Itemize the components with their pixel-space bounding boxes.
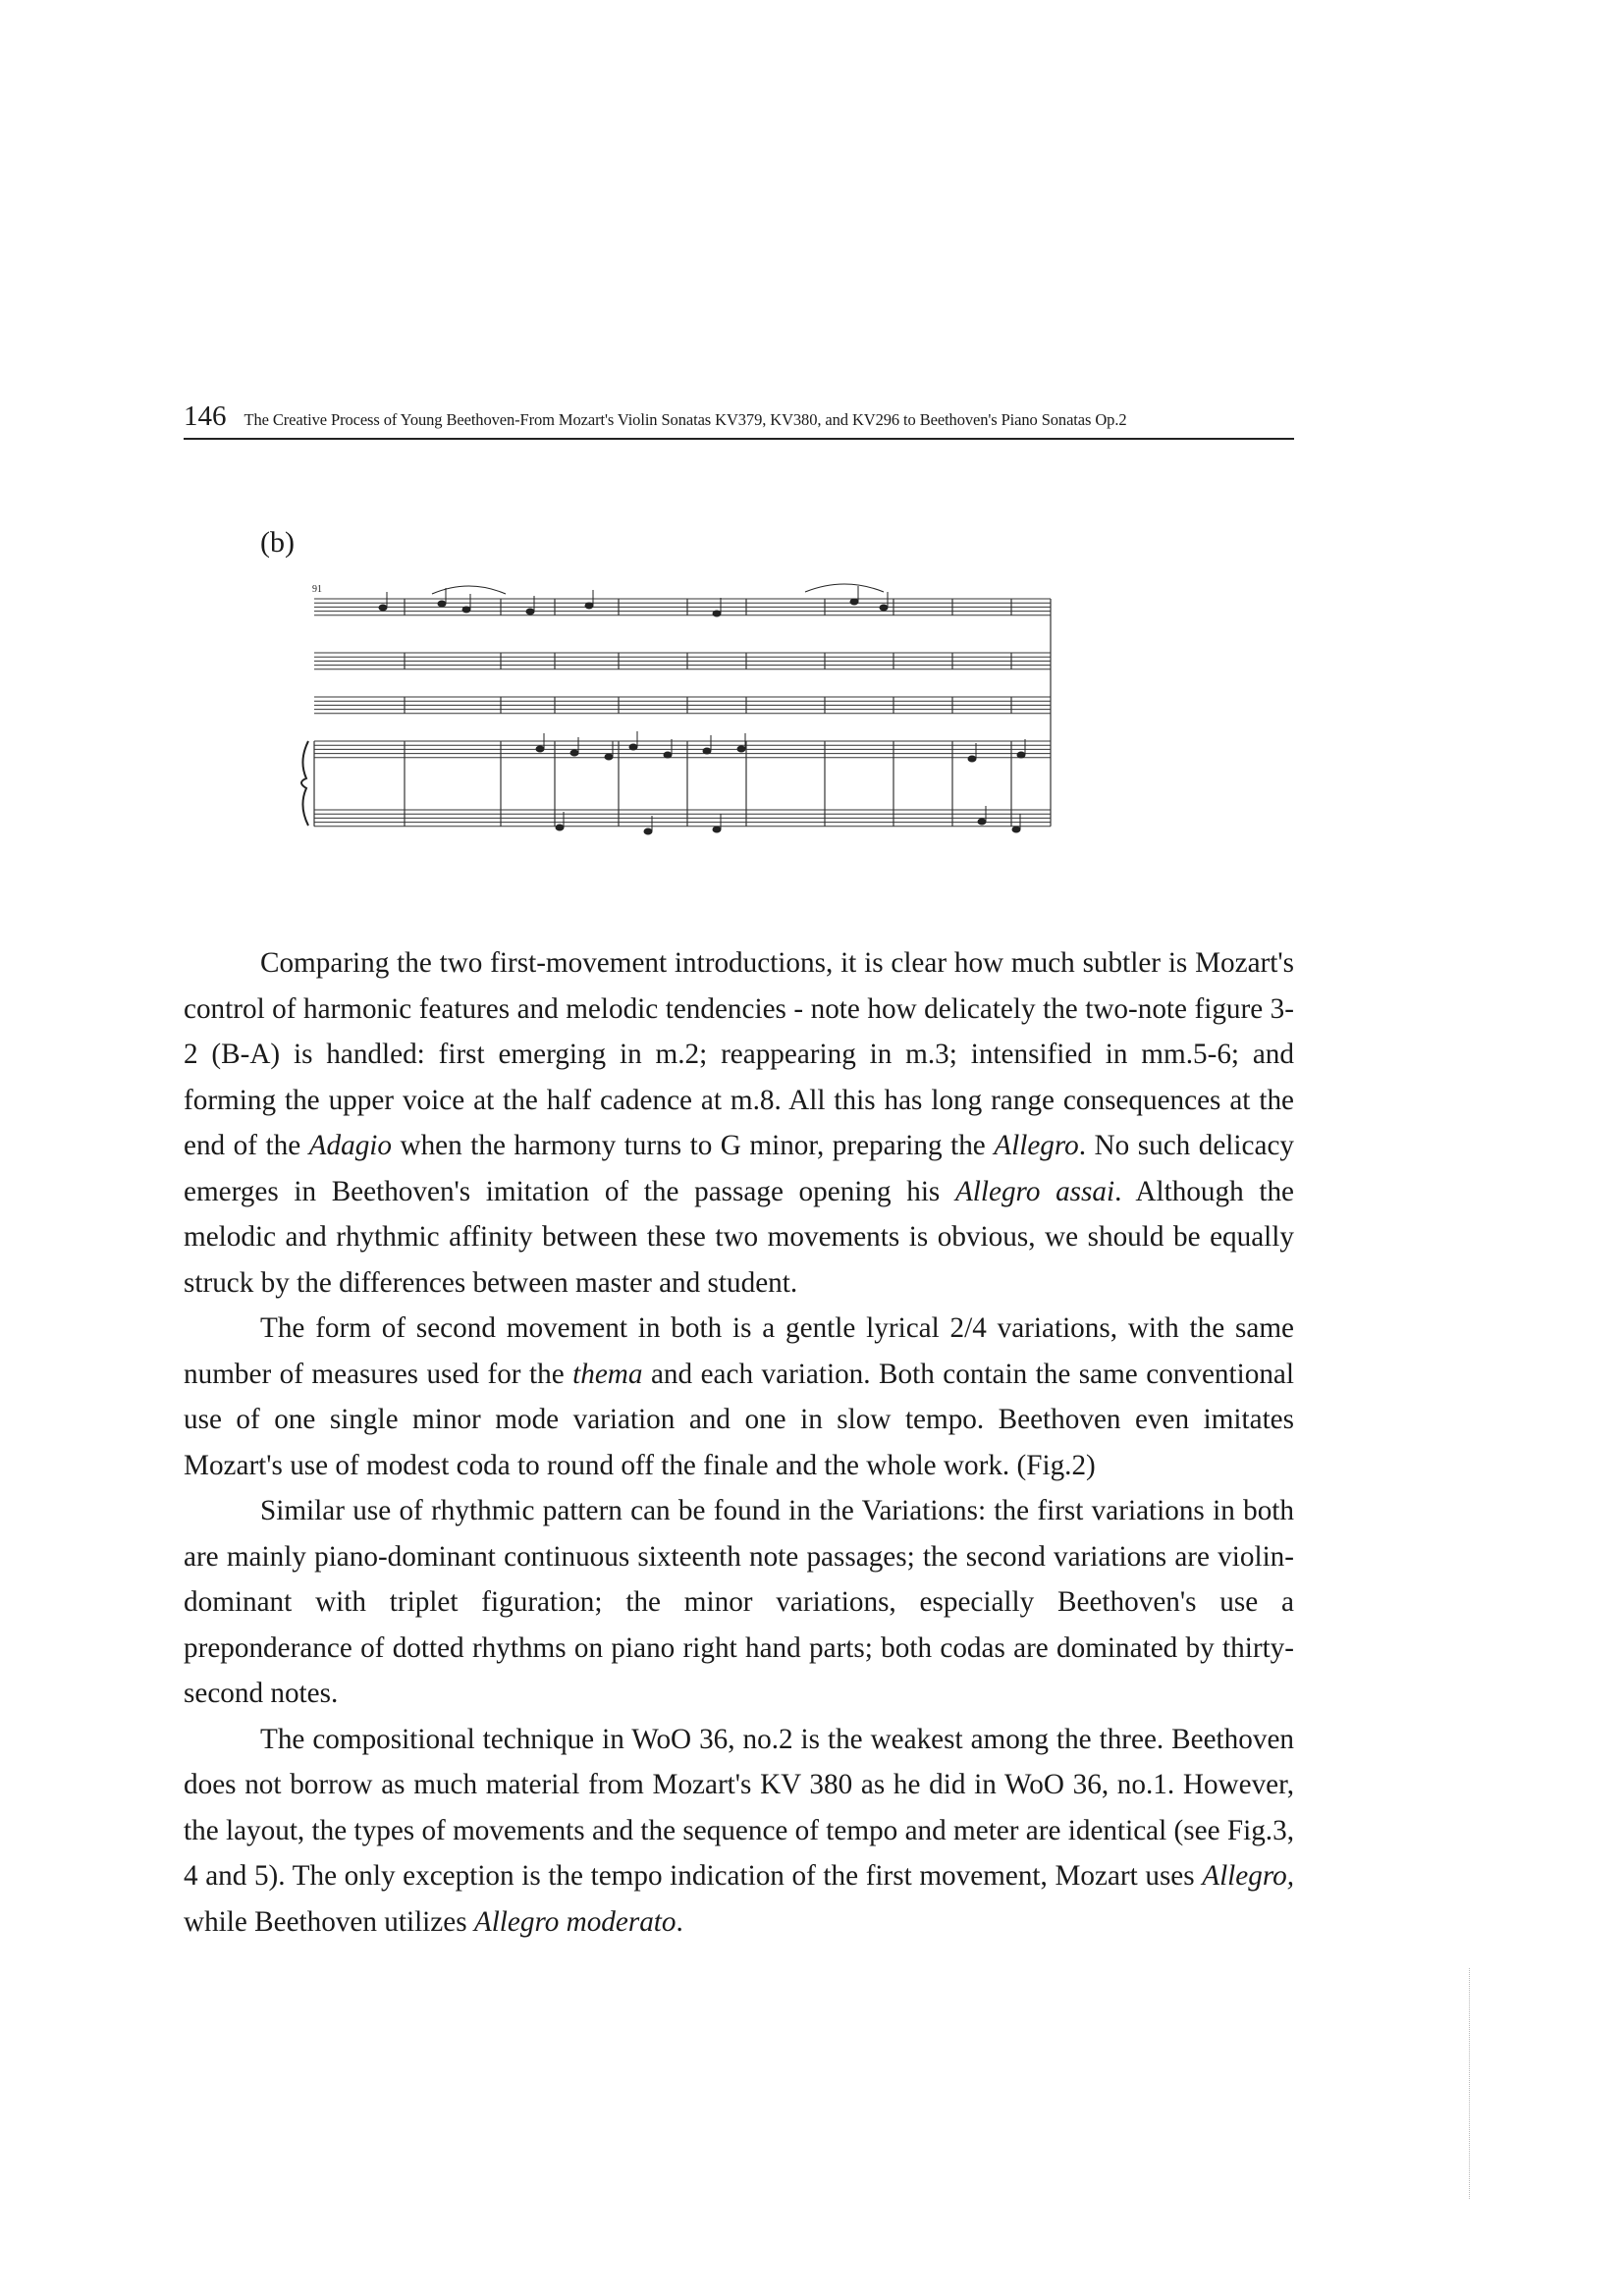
note-head xyxy=(850,599,858,605)
note-head xyxy=(737,746,745,752)
body-text xyxy=(184,940,1294,1945)
text-run: The form of second movement in both is a gentle lyrical 2/4 variations, with the same number of measures used for the xyxy=(184,1312,1294,1390)
note-head xyxy=(629,744,637,750)
italic-term: Allegro, xyxy=(1202,1860,1294,1892)
slur xyxy=(805,584,884,592)
running-title: The Creative Process of Young Beethoven-From Mozart's Violin Sonatas KV379, KV380, and KV296 to Beethoven's Piano Sonatas Op.2 xyxy=(244,410,1127,429)
note-head xyxy=(968,756,976,762)
text-run: while Beethoven utilizes xyxy=(184,1905,474,1938)
paragraph xyxy=(184,1488,1294,1717)
note-head xyxy=(644,828,652,834)
text-run: . No such delicacy emerges in Beethoven's imitation of the passage opening his xyxy=(184,1130,1294,1207)
note-head xyxy=(605,754,613,760)
italic-term: Allegro assai xyxy=(954,1175,1115,1207)
slur xyxy=(432,586,506,594)
scan-bleed-line xyxy=(1469,1968,1470,2199)
note-head xyxy=(713,611,721,616)
note-head xyxy=(462,607,470,613)
note-head xyxy=(438,601,446,607)
text-run: Comparing the two first-movement introductions, it is clear how much subtler is Mozart's control of harmonic features and melodic tendencies - note how delicately the two-note figure 3-2 (B-A) is handled: first emerging in m.2; reappearing in m.3; intensified in mm.5-6; and forming the upper voice at the half cadence at m.8. All this has long range consequences at the end of the xyxy=(184,947,1294,1161)
figure-label: (b) xyxy=(260,526,295,559)
italic-term: Adagio xyxy=(308,1130,392,1161)
text-run: . xyxy=(676,1905,683,1938)
text-run: The compositional technique in WoO 36, no.2 is the weakest among the three. Beethoven does not borrow as much material from Mozart's KV 380 as he did in WoO 36, no.1. However, the layout, the types of movements and the sequence of tempo and meter are identical (see Fig.3, 4 and 5). The only exception is the tempo indication of the first movement, Mozart uses xyxy=(184,1723,1294,1892)
text-run: Similar use of rhythmic pattern can be found in the Variations: the first variations in both are mainly piano-dominant continuous sixteenth note passages; the second variations are violin-dominant with triplet figuration; the minor variations, especially Beethoven's use a preponderance of dotted rhythms on piano right hand parts; both codas are dominated by thirty-second notes. xyxy=(184,1495,1294,1709)
note-head xyxy=(526,609,534,614)
paragraph xyxy=(184,1306,1294,1488)
note-head xyxy=(536,746,544,752)
note-head xyxy=(880,605,888,611)
header-rule xyxy=(184,438,1294,440)
italic-term: thema xyxy=(572,1358,643,1390)
note-head xyxy=(978,819,986,825)
italic-term: Allegro xyxy=(994,1130,1079,1161)
text-run: and each variation. Both contain the same conventional use of one single minor mode variation and one in slow tempo. Beethoven even imitates Mozart's use of modest coda to round off the finale and the whole work. (Fig.2) xyxy=(184,1358,1294,1481)
note-head xyxy=(556,825,564,830)
note-head xyxy=(1017,752,1025,758)
note-head xyxy=(570,750,578,756)
paragraph xyxy=(184,1717,1294,1946)
note-head xyxy=(713,827,721,832)
note-head xyxy=(703,748,711,754)
page-number: 146 xyxy=(184,400,227,432)
text-run: when the harmony turns to G minor, preparing the xyxy=(392,1130,995,1161)
note-head xyxy=(379,605,387,611)
measure-number: 91 xyxy=(312,584,322,595)
paragraph xyxy=(184,940,1294,1306)
grand-staff-brace xyxy=(301,741,308,826)
italic-term: Allegro moderato xyxy=(473,1905,677,1938)
running-header xyxy=(184,400,1294,433)
text-run: . Although the melodic and rhythmic affinity between these two movements is obvious, we should be equally struck by the differences between master and student. xyxy=(184,1175,1295,1299)
note-head xyxy=(664,752,672,758)
music-score-excerpt xyxy=(295,564,1070,888)
note-head xyxy=(585,603,593,609)
note-head xyxy=(1012,827,1020,832)
